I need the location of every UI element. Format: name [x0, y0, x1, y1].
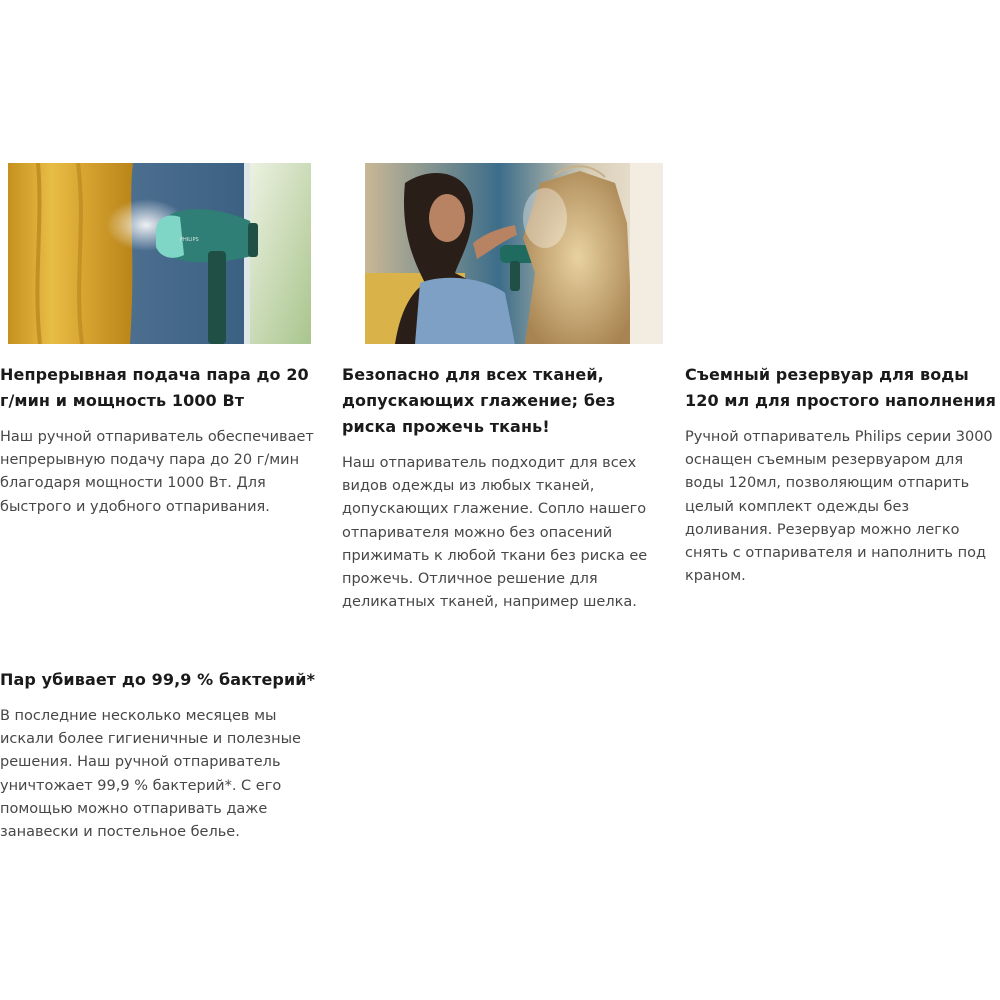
feature-title: Безопасно для всех тканей, допускающих глажение; без риска прожечь ткань! — [342, 365, 616, 436]
feature-description: Наш ручной отпариватель обеспечивает непрерывную подачу пара до 20 г/мин благодаря мощности 1000 Вт. Для быстрого и удобного отпаривания. — [0, 429, 314, 515]
feature-title: Пар убивает до 99,9 % бактерий* — [0, 670, 316, 689]
product-image-woman-steaming-dress — [365, 163, 663, 344]
feature-card-water-tank — [685, 163, 1000, 588]
feature-card-bacteria — [0, 667, 318, 844]
feature-description: Наш отпариватель подходит для всех видов одежды из любых тканей, допускающих глажение. Сопло нашего отпаривателя можно без опасений прижимать к любой ткани без риска ее прожечь. Отличное решение для деликатных тканей, например шелка. — [342, 455, 648, 611]
feature-card-fabric-safety — [342, 163, 660, 614]
feature-description: Ручной отпариватель Philips серии 3000 оснащен съемным резервуаром для воды 120мл, позволяющим отпарить целый комплект одежды без доливания. Резервуар можно легко снять с отпаривателя и наполнить под краном. — [685, 429, 993, 585]
feature-title: Непрерывная подача пара до 20 г/мин и мощность 1000 Вт — [0, 365, 309, 410]
svg-text:PHILIPS: PHILIPS — [180, 237, 199, 243]
feature-description: В последние несколько месяцев мы искали более гигиеничные и полезные решения. Наш ручной отпариватель уничтожает 99,9 % бактерий*. С его помощью можно отпаривать даже занавески и постельное белье. — [0, 708, 301, 841]
feature-card-steam-output — [0, 163, 318, 519]
feature-title: Съемный резервуар для воды 120 мл для простого наполнения — [685, 365, 997, 410]
product-image-steamer-curtain — [8, 163, 311, 344]
product-image-placeholder — [693, 163, 996, 344]
